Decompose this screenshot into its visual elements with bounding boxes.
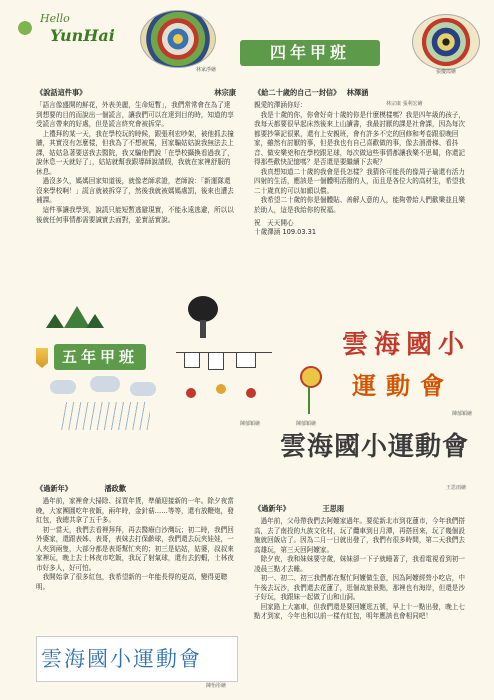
mandala-art-2 [412, 14, 480, 70]
cloud-rain-drawing [40, 376, 166, 436]
article-author: 林澤涵 [346, 88, 369, 97]
grade4-banner-text: 四年甲班 [269, 43, 350, 62]
mountain-drawing [40, 300, 110, 340]
article-letter [254, 88, 466, 238]
letter-signoff: 十歲澤涵 109.03.31 [254, 228, 317, 237]
rain-icon [60, 402, 150, 430]
flower-icon [216, 384, 226, 394]
art-caption-portrait: 林宗康 張利宏繪 [386, 101, 423, 107]
logo-leaves-icon [16, 16, 34, 36]
cloud-icon [130, 382, 156, 396]
logo-line1: Hello [40, 12, 70, 25]
article-title: 《過新年》 [254, 504, 290, 513]
grade4-banner [240, 40, 380, 66]
art-caption-1: 林家淨繪 [196, 67, 217, 73]
laundry-drawing [176, 348, 276, 418]
calligraphy-bottom-text: 雲海國小運動會 [41, 647, 202, 671]
article-author: 潘政歡 [104, 484, 127, 493]
stem-icon [308, 386, 310, 414]
calligraphy-line-1: 雲海國小 [342, 330, 471, 360]
logo [16, 12, 126, 52]
article-body: 「語言像盛開的鮮花，外表美麗，生命短暫」，我們常常會在為了達到想要的目的而說出一個謊言，讓我們可以在達到目的時，知道的享受謊言帶來的好處，但是謊言終究會被拆穿。 上禮拜的某一天，我在學校玩的時候，跟張利宏吵架，被他抓去撞牆，其實沒有怎麼樣，但我為了不想被罵，回家騙姑姑說我無法去上課，姑姑急著要送我去醫院，我又騙他們說「在學校攝換看過我了，說休息一天就好了」，姑姑就幫我跟導師說請假，我就在家裡舒服的休息。 過沒多久，媽媽回家知道後，就像老師求證，老師說：「新運隊還沒來學校啊！」謊言就被拆穿了，然後我就被媽媽處罰，後來也遭去補課。 這件事讓我學到，說謊只能短暫逃避現實，不能永遠逃避，所以以後就任何事情都需要誠實去面對，並實話實說。 [36, 101, 234, 224]
calligraphy-right [332, 320, 482, 410]
pencil-icon [36, 348, 48, 368]
article-new-year-2 [254, 504, 466, 622]
shirt-icon [184, 352, 200, 368]
article-title: 《說話這件事》 [36, 88, 87, 97]
shirt-icon [236, 352, 256, 368]
mountain-icon [46, 314, 64, 328]
article-title: 《過新年》 [36, 484, 72, 493]
tree-crown-icon [188, 296, 218, 322]
calligraphy-line-2: 運動會 [352, 372, 454, 400]
calligraphy-wide-text: 雲海國小運動會 [280, 432, 470, 462]
mandala-art-1 [140, 10, 216, 68]
grade5-banner [54, 344, 146, 370]
article-new-year-1 [36, 484, 236, 592]
grade5-banner-text: 五年甲班 [61, 348, 138, 366]
letter-closing: 祝 天天開心 [254, 218, 294, 227]
article-author: 王思雨 [322, 504, 345, 513]
shirt-icon [208, 352, 224, 370]
grade5-banner-wrap [36, 344, 156, 372]
calligraphy-bottom [36, 636, 238, 682]
cloud-caption: 王思雨繪 [446, 485, 467, 491]
article-title: 《給二十歲的自己一封信》 [254, 88, 341, 97]
article-author: 林宗康 [214, 88, 236, 97]
tree-trunk-icon [200, 320, 206, 338]
mountain-icon [86, 314, 104, 328]
logo-line2: YunHai [50, 26, 115, 45]
flower-icon [246, 388, 256, 398]
calligraphy-wide [280, 426, 476, 480]
tree-drawing [186, 296, 220, 342]
article-body: 過年前，父母帶我們去阿嬤家過年。要從新北市到花蓮市，今年我們搭高，去了南投的九族文化村，玩了纜車到日月潭，再搭回來，玩了幾個設施就回飯店了。因為二月一日就出發了，我們有很多時間，第二天我們去高雄玩，第三天回阿嬤家。 除夕夜，我和妹妹要守歲，妹妹卻一下子就睡著了，我看電視看到初一凌晨三點才去睡。 初一、初二、初三我們都在幫忙阿嬤做生意，因為阿嬤經營小吃店，中午後去玩沙，我們還去花蓮了，逛個故旅景點，那裡也有海岸，但還是沙子好玩，我跟妹一起做了山和山洞。 回家路上大塞車，但我們還是要回嬤逛五號，早上十一點出發，晚上七點才到家，今年也和以前一樣有紅包，明年應該也會相同吧！ [254, 517, 465, 621]
drawing-caption-3: 陳郁穎繪 [452, 411, 473, 417]
art-caption-2: 張優霞繪 [436, 69, 457, 75]
cloud-icon [50, 380, 76, 394]
article-body: 過年前，家裡會大掃除、採買年貨，準備迎接新的一年。除夕夜當晚，大家團圓吃年夜飯，兩年時，金針菇……等等，還有放鞭炮，發紅包，我總共拿了五千多。 初一當天，我們去看裡拜拜，再去醫療白沙灣玩；初二時，我們回外婆家，還跟表姊、表哥，表妹去打保齡球，我們還去玩夾娃娃，一人夾到兩隻，大部分都是表哥幫忙夾的；初三是姑姑，姑婆，叔叔來家裡玩，晚上去士林夜市吃飯，我玩了射氣球，還有去釣蝦，士林夜市好多人，好可怕。 我開始拿了很多紅包，我希望新的一年能長得的更高，變得更聰明。 [36, 497, 234, 591]
article-lying [36, 88, 236, 225]
drawing-caption-2: 陳郁穎繪 [296, 421, 317, 427]
drawing-caption-1: 陳郁穎繪 [240, 421, 261, 427]
calligraphy-caption: 陳怡彤繪 [206, 683, 227, 689]
flower-icon [300, 366, 322, 388]
flower-drawing [286, 346, 332, 416]
article-body: 親愛的澤涵你好： 我是十歲的你，你會好奇十歲的你是什麼模樣嗎？我是四年級的孩子，我每天都要很早起床然後來上山讀書，我最討厭的課是社會課，因為每次都要抄筆記很累，還有上安親班，會有許多不完的回修和考卷跟很晚回家，雖然有討厭的事，但是我也有自己喜歡做的事，像去溜滑梯、看抖音、做安樂兇和在學校跟足球，每次做這些事情都讓我樂不思蜀，你還記得那些歡快記憶嗎？是否還是要繼續下去呢？ 我真想知道二十歲的我會是長怎樣？我猜你可能長的像周子瑜還有活力四射的生活，應該是一個體明活潑的人，而且是各位大的高材生，希望我二十歲真的可以如願以償。 我希望二十歲的你是個體貼、善解人意的人，能夠帶給人們歡樂並且樂於助人，這是我給你的祝福。 [254, 101, 465, 215]
cloud-icon [90, 376, 120, 392]
flower-icon [186, 388, 196, 398]
